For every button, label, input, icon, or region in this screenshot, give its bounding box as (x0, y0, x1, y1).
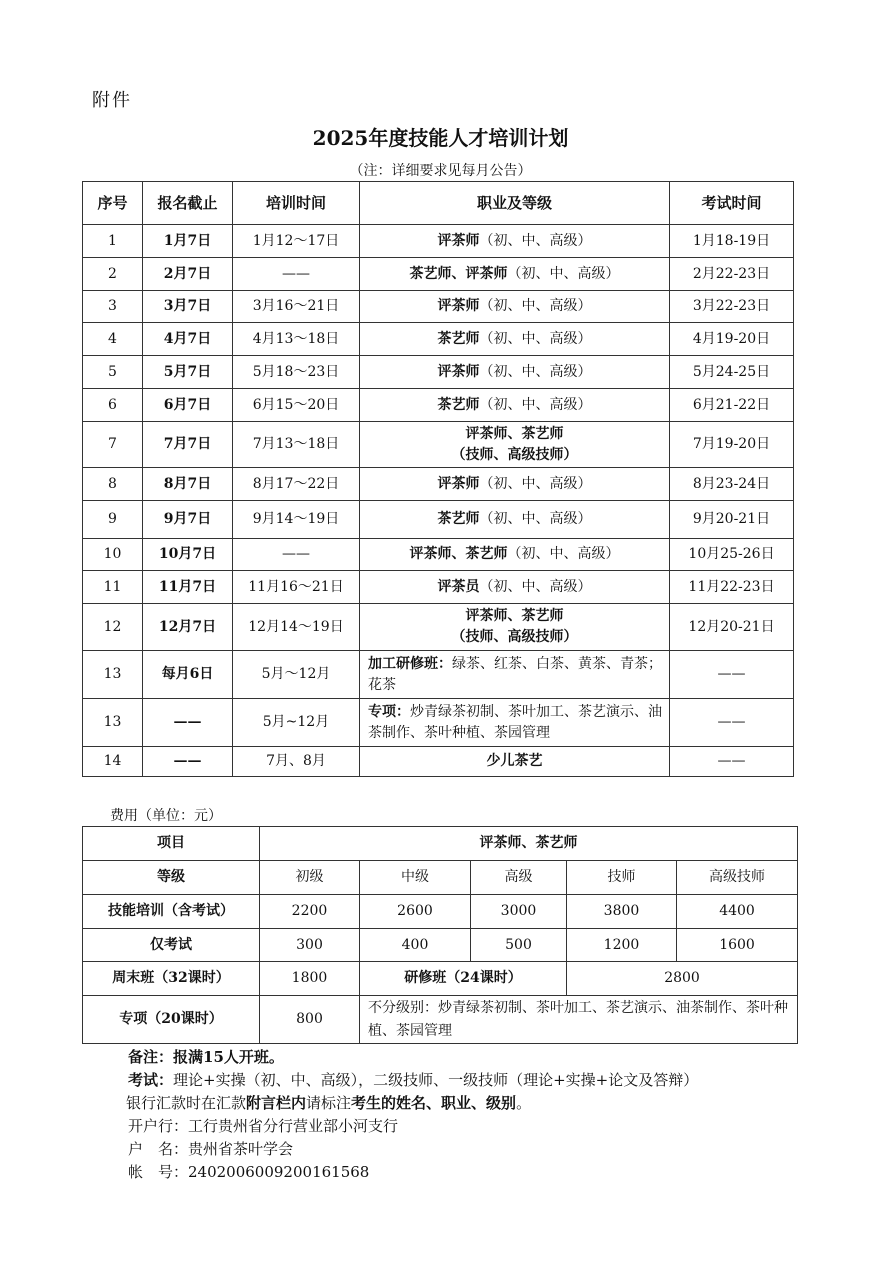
job-level: （初、中、高级） (479, 511, 592, 527)
row-job (360, 539, 670, 571)
table-row (83, 604, 794, 651)
row-no: 8 (83, 468, 143, 501)
row-exam: 9月20-21日 (670, 501, 794, 539)
fee-level: 技师 (567, 861, 677, 895)
row-no: 13 (83, 651, 143, 699)
row-no: 6 (83, 389, 143, 422)
job-name: 加工研修班： (368, 655, 452, 672)
fee-value: 3000 (471, 895, 567, 929)
fee-value: 2600 (360, 895, 471, 929)
attachment-label: 附件 (92, 90, 132, 111)
row-no: 9 (83, 501, 143, 539)
fee-header-row (83, 827, 798, 861)
job-line-1: 评茶师、茶艺师 (465, 608, 564, 624)
account-number-line: 帐 号：2402006009200161568 (128, 1163, 370, 1181)
table-row (83, 468, 794, 501)
job-name: 茶艺师 (437, 396, 480, 413)
row-no: 14 (83, 747, 143, 777)
job-level: （初、中、高级） (507, 546, 620, 562)
row-exam: 8月23-24日 (670, 468, 794, 501)
fee-skill-label: 技能培训（含考试） (83, 895, 260, 929)
fee-exam-label: 仅考试 (83, 929, 260, 962)
fee-item-label: 项目 (83, 827, 260, 861)
header-job: 职业及等级 (360, 182, 670, 225)
table-row (83, 651, 794, 699)
row-no: 13 (83, 699, 143, 747)
fee-study-value: 2800 (567, 962, 798, 996)
page-subtitle: （注：详细要求见每月公告） (349, 163, 532, 179)
job-line-1: 评茶师、茶艺师 (465, 425, 564, 442)
bank-note-line (126, 1092, 698, 1115)
row-training: 5月18～23日 (233, 356, 360, 389)
fee-value: 1200 (567, 929, 677, 962)
row-job (360, 356, 670, 389)
table-row (83, 571, 794, 604)
row-exam: —— (670, 699, 794, 747)
row-job (360, 291, 670, 323)
table-row (83, 291, 794, 323)
row-no: 12 (83, 604, 143, 651)
row-training: 12月14～19日 (233, 604, 360, 651)
row-deadline: 7月7日 (143, 422, 233, 468)
row-exam: 1月18-19日 (670, 225, 794, 258)
row-training: 1月12～17日 (233, 225, 360, 258)
job-level: （初、中、高级） (479, 232, 592, 249)
fee-caption: 费用（单位：元） (110, 808, 222, 824)
row-deadline: 12月7日 (143, 604, 233, 651)
row-job (360, 699, 670, 747)
row-deadline: 10月7日 (143, 539, 233, 571)
job-level: （初、中、高级） (479, 396, 592, 413)
row-deadline: 8月7日 (143, 468, 233, 501)
row-no: 3 (83, 291, 143, 323)
table-row (83, 747, 794, 777)
row-exam: 11月22-23日 (670, 571, 794, 604)
row-job (360, 258, 670, 291)
row-no: 5 (83, 356, 143, 389)
job-level: （初、中、高级） (479, 330, 592, 347)
header-no: 序号 (83, 182, 143, 225)
fee-level: 初级 (260, 861, 360, 895)
row-exam: 5月24-25日 (670, 356, 794, 389)
fee-special-row (83, 996, 798, 1044)
row-training: 5月~12月 (233, 699, 360, 747)
row-job (360, 422, 670, 468)
table-row (83, 501, 794, 539)
row-job (360, 468, 670, 501)
table-row (83, 699, 794, 747)
remark-line: 备注：报满15人开班。 (128, 1048, 284, 1066)
fee-skill-row (83, 895, 798, 929)
row-deadline: 11月7日 (143, 571, 233, 604)
fee-value: 500 (471, 929, 567, 962)
row-job (360, 501, 670, 539)
row-no: 10 (83, 539, 143, 571)
row-exam: 12月20-21日 (670, 604, 794, 651)
job-level: （初、中、高级） (479, 475, 592, 492)
row-deadline: 9月7日 (143, 501, 233, 539)
fee-weekend-label: 周末班（32课时） (83, 962, 260, 996)
row-deadline: —— (143, 699, 233, 747)
job-name: 茶艺师、评茶师 (409, 265, 508, 282)
fee-value: 2200 (260, 895, 360, 929)
bank-note-part: 。 (516, 1094, 532, 1112)
row-exam: 3月22-23日 (670, 291, 794, 323)
row-deadline: 3月7日 (143, 291, 233, 323)
table-row (83, 539, 794, 571)
training-schedule-table (82, 181, 794, 777)
fee-special-value: 800 (260, 996, 360, 1044)
bank-note-part: 请标注 (306, 1094, 352, 1112)
fee-weekend-value: 1800 (260, 962, 360, 996)
job-level: （初、中、高级） (479, 363, 592, 380)
row-no: 7 (83, 422, 143, 468)
account-name-line: 户 名：贵州省茶叶学会 (128, 1140, 294, 1158)
notes-section (128, 1046, 698, 1184)
table-row (83, 258, 794, 291)
job-name: 评茶师 (437, 363, 480, 380)
row-training: 5月～12月 (233, 651, 360, 699)
fee-value: 1600 (677, 929, 798, 962)
fee-value: 300 (260, 929, 360, 962)
row-no: 11 (83, 571, 143, 604)
fee-level: 高级 (471, 861, 567, 895)
row-exam: 4月19-20日 (670, 323, 794, 356)
header-exam: 考试时间 (670, 182, 794, 225)
row-deadline: 5月7日 (143, 356, 233, 389)
fee-study-label: 研修班（24课时） (360, 962, 567, 996)
job-name: 茶艺师 (437, 511, 480, 527)
fee-value: 400 (360, 929, 471, 962)
row-exam: —— (670, 747, 794, 777)
row-exam: 6月21-22日 (670, 389, 794, 422)
job-detail: 炒青绿茶初制、茶叶加工、茶艺演示、油茶制作、茶叶种植、茶园管理 (368, 703, 662, 741)
fee-special-label: 专项（20课时） (83, 996, 260, 1044)
fee-level-label: 等级 (83, 861, 260, 895)
row-deadline: 4月7日 (143, 323, 233, 356)
row-job (360, 651, 670, 699)
page-title: 2025年度技能人才培训计划 (312, 126, 569, 150)
job-name: 评茶师 (437, 298, 480, 314)
row-deadline: 1月7日 (143, 225, 233, 258)
fee-level: 中级 (360, 861, 471, 895)
row-no: 1 (83, 225, 143, 258)
fee-exam-row (83, 929, 798, 962)
row-exam: —— (670, 651, 794, 699)
job-name: 专项： (368, 703, 410, 720)
row-training: 9月14～19日 (233, 501, 360, 539)
exam-line (128, 1069, 698, 1092)
table-row (83, 225, 794, 258)
header-training: 培训时间 (233, 182, 360, 225)
fee-occupation: 评茶师、茶艺师 (260, 827, 798, 861)
fee-level-row (83, 861, 798, 895)
row-training: —— (233, 539, 360, 571)
job-level: （初、中、高级） (507, 265, 620, 282)
fee-value: 4400 (677, 895, 798, 929)
row-training: 4月13～18日 (233, 323, 360, 356)
row-training: 8月17～22日 (233, 468, 360, 501)
row-training: 7月、8月 (233, 747, 360, 777)
job-line-2: （技师、高级技师） (451, 629, 578, 645)
table-row (83, 422, 794, 468)
job-detail: 绿茶、红茶、白茶、黄茶、青茶；花茶 (368, 655, 662, 693)
row-training: 6月15～20日 (233, 389, 360, 422)
bank-note-emphasis: 附言栏内 (246, 1094, 307, 1112)
header-deadline: 报名截止 (143, 182, 233, 225)
row-training: 3月16～21日 (233, 291, 360, 323)
exam-text: 理论+实操（初、中、高级），二级技师、一级技师（理论+实操+论文及答辩） (173, 1071, 699, 1089)
row-job (360, 571, 670, 604)
opening-bank-line: 开户行：工行贵州省分行营业部小河支行 (128, 1117, 399, 1135)
row-training: —— (233, 258, 360, 291)
row-job (360, 323, 670, 356)
row-job (360, 604, 670, 651)
table-header-row (83, 182, 794, 225)
fee-level: 高级技师 (677, 861, 798, 895)
table-row (83, 356, 794, 389)
job-name: 评茶师 (437, 475, 480, 492)
row-deadline: 2月7日 (143, 258, 233, 291)
row-exam: 2月22-23日 (670, 258, 794, 291)
row-training: 11月16～21日 (233, 571, 360, 604)
job-level: （初、中、高级） (479, 578, 592, 595)
fee-table (82, 826, 798, 1044)
job-name: 评茶师 (437, 232, 480, 249)
job-name: 茶艺师 (437, 330, 480, 347)
row-no: 4 (83, 323, 143, 356)
job-name: 评茶师、茶艺师 (409, 546, 508, 562)
row-deadline: 6月7日 (143, 389, 233, 422)
table-row (83, 389, 794, 422)
row-job: 少儿茶艺 (360, 747, 670, 777)
job-name: 评茶员 (437, 578, 480, 595)
row-job (360, 389, 670, 422)
row-exam: 10月25-26日 (670, 539, 794, 571)
job-level: （初、中、高级） (479, 298, 592, 314)
fee-special-desc: 不分级别：炒青绿茶初制、茶叶加工、茶艺演示、油茶制作、茶叶种植、茶园管理 (360, 996, 798, 1044)
row-training: 7月13～18日 (233, 422, 360, 468)
job-line-2: （技师、高级技师） (451, 446, 578, 463)
fee-weekend-row (83, 962, 798, 996)
fee-value: 3800 (567, 895, 677, 929)
table-row (83, 323, 794, 356)
exam-label: 考试： (128, 1071, 174, 1089)
row-deadline: —— (143, 747, 233, 777)
bank-note-emphasis: 考生的姓名、职业、级别 (351, 1094, 517, 1112)
row-exam: 7月19-20日 (670, 422, 794, 468)
row-job (360, 225, 670, 258)
row-deadline: 每月6日 (143, 651, 233, 699)
bank-note-part: 银行汇款时在汇款 (126, 1094, 247, 1112)
row-no: 2 (83, 258, 143, 291)
